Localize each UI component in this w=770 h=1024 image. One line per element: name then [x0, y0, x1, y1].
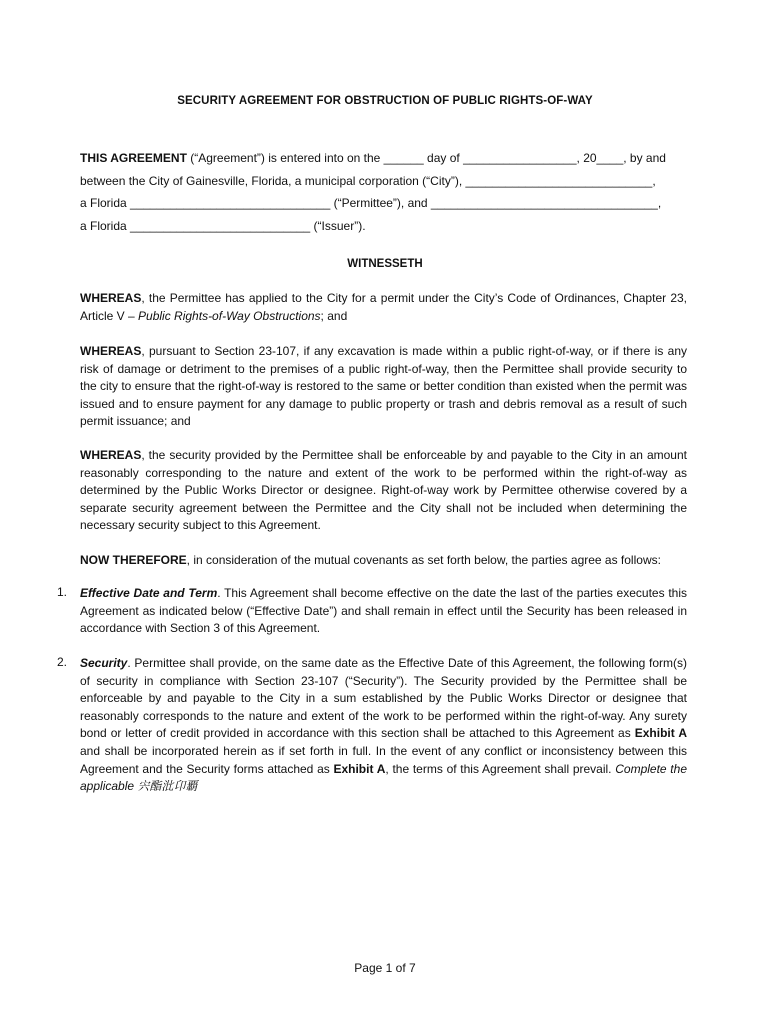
- item-2-number: 2.: [57, 655, 68, 669]
- intro-line-1-rest: (“Agreement”) is entered into on the ______ day of _________________, 20____, by and: [186, 151, 666, 165]
- now-therefore-text: , in consideration of the mutual covenants as set forth below, the parties agree as follows:: [186, 553, 661, 567]
- now-therefore-paragraph: [80, 552, 687, 570]
- page-number: Page 1 of 7: [354, 961, 416, 975]
- intro-line-2: between the City of Gainesville, Florida, a municipal corporation (“City”), ____________________________,: [80, 173, 656, 188]
- intro-lead: THIS AGREEMENT: [80, 151, 187, 165]
- whereas-label: WHEREAS: [80, 344, 142, 358]
- item-1-heading: Effective Date and Term: [80, 586, 218, 600]
- whereas-label: WHEREAS: [80, 291, 142, 305]
- item-2-text-b: and shall be incorporated herein as if set forth in full. In the event of any conflict or inconsistency between this Agreement and the Security forms attached as: [80, 743, 687, 776]
- whereas-1-text-a: , the Permittee has applied to the City for a permit under the City’s Code of Ordinances, Chapter 23, Article V –: [80, 291, 687, 323]
- intro-line-1: [80, 147, 687, 170]
- intro-paragraph: [80, 147, 687, 237]
- whereas-paragraph-2: [80, 343, 687, 431]
- document-title: SECURITY AGREEMENT FOR OBSTRUCTION OF PUBLIC RIGHTS-OF-WAY: [177, 95, 593, 107]
- item-2-text-a: . Permittee shall provide, on the same date as the Effective Date of this Agreement, the following form(s) of security in compliance with Section 23-107 (“Security”). The Security provided by the Permittee shall be enforceable by and payable to the City in a sum established by the Public Works Director or designee that reasonably corresponds to the nature and extent of the work to be performed within the right-of-way. Any surety bond or letter of credit provided in accordance with this section shall be attached to this Agreement as: [80, 656, 687, 741]
- item-1-paragraph: [80, 585, 687, 638]
- item-1-text: . This Agreement shall become effective on the date the last of the parties executes this Agreement as indicated below (“Effective Date”) and shall remain in effect until the Security has been released in accordance with Section 3 of this Agreement.: [80, 586, 687, 636]
- whereas-1-italic: Public Rights-of-Way Obstructions: [138, 308, 321, 323]
- item-2-text-c: , the terms of this Agreement shall prevail.: [385, 761, 616, 776]
- whereas-paragraph-1: [80, 290, 687, 325]
- whereas-3-text: , the security provided by the Permittee shall be enforceable by and payable to the City in an amount reasonably corresponding to the nature and extent of the work to be performed within the right-of-way as determined by the Public Works Director or designee. Right-of-way work by Permittee otherwise covered by a separate security agreement between the Permittee and the City shall not be included when determining the necessary security subject to this Agreement.: [80, 448, 687, 533]
- witnesseth-heading: WITNESSETH: [347, 258, 423, 270]
- item-2-exhibit-1: Exhibit A: [634, 726, 687, 741]
- whereas-2-text: , pursuant to Section 23-107, if any excavation is made within a public right-of-way, or if there is any risk of damage or detriment to the premises of a public right-of-way, then the Permittee shall provide security to the city to ensure that the right-of-way is restored to the same or better condition than existed when the permit was issued and to ensure payment for any damage to public property or trash and debris removal as a result of such permit issuance; and: [80, 344, 687, 429]
- intro-line-3: a Florida ______________________________ (“Permittee”), and __________________________________,: [80, 196, 662, 210]
- item-2-exhibit-2: Exhibit A: [333, 761, 386, 776]
- whereas-paragraph-3: [80, 447, 687, 535]
- item-1-number: 1.: [57, 585, 68, 599]
- item-2-italic-tail: Complete the applicable 宍酯沘卬覇: [80, 761, 687, 794]
- item-2-paragraph: [80, 655, 687, 796]
- whereas-1-text-b: ; and: [320, 308, 348, 323]
- whereas-label: WHEREAS: [80, 448, 142, 462]
- intro-line-4: a Florida ___________________________ (“Issuer”).: [80, 218, 366, 233]
- now-therefore-label: NOW THEREFORE: [80, 553, 187, 567]
- item-2-heading: Security: [80, 656, 128, 670]
